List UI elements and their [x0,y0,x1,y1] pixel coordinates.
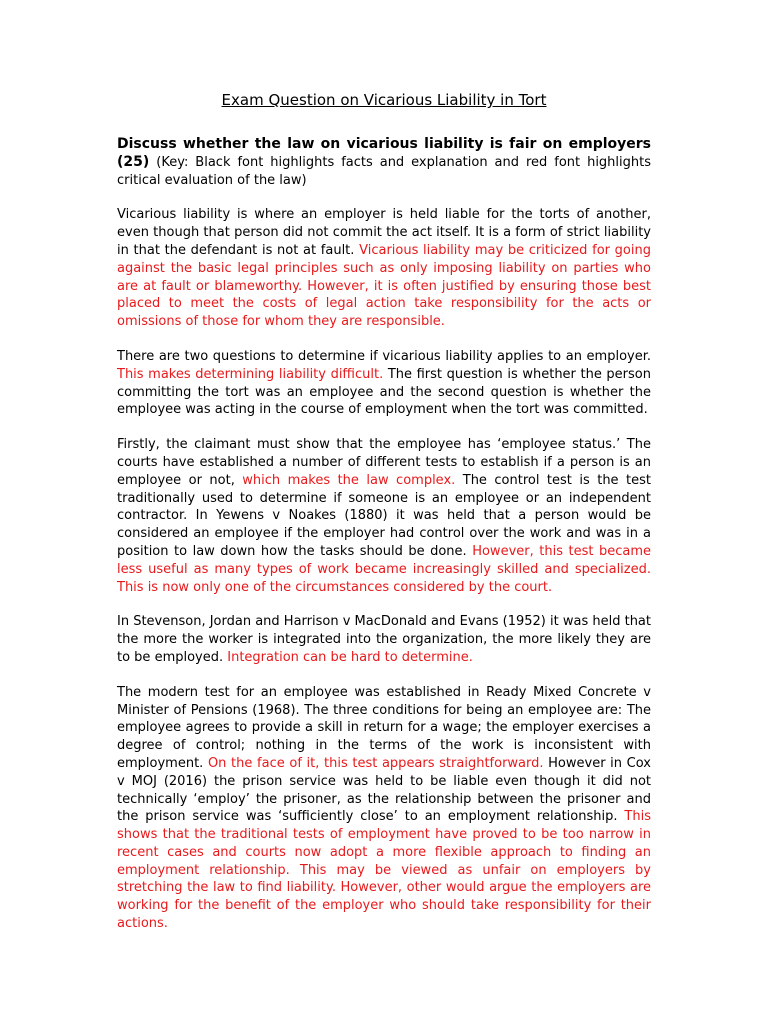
fact-text: The modern test for an employee was established in Ready Mixed Concrete v Minister of Pensions (1968). The three conditions for being an employee are: The employee agrees to provide a skill in return for a wage; the employer exercises a degree of control; nothing in the terms of the work is inconsistent with employment. [117,684,651,771]
fact-text: There are two questions to determine if vicarious liability applies to an employer. [117,348,651,364]
exam-question [117,136,651,189]
fact-text: The first question is whether the person committing the tort was an employee and the second question is whether the employee was acting in the course of employment when the tort was committed. [117,366,651,418]
essay-body [117,206,651,932]
fact-text: The control test is the test traditionally used to determine if someone is an employee or an independent contractor. In Yewens v Noakes (1880) it was held that a person would be considered an employee if the employer had control over the work and was in a position to law down how the tasks should be done. [117,472,651,559]
fact-text: However in Cox v MOJ (2016) the prison service was held to be liable even though it did not technically ‘employ’ the prisoner, as the relationship between the prisoner and the prison service was ‘sufficiently close’ to an employment relationship. [117,755,651,825]
essay-paragraph [117,348,651,419]
question-text: Discuss whether the law on vicarious liability is fair on employers (25) [117,136,651,170]
critical-evaluation-text: This makes determining liability difficult. [117,366,384,382]
colour-key-note: (Key: Black font highlights facts and explanation and red font highlights critical evaluation of the law) [117,154,652,188]
essay-paragraph [117,206,651,331]
essay-paragraph [117,684,651,933]
critical-evaluation-text: Integration can be hard to determine. [227,649,473,665]
fact-text: In Stevenson, Jordan and Harrison v MacDonald and Evans (1952) it was held that the more the worker is integrated into the organization, the more likely they are to be employed. [117,614,651,665]
document-title: Exam Question on Vicarious Liability in Tort [221,91,547,109]
critical-evaluation-text: which makes the law complex. [242,472,456,488]
critical-evaluation-text: This shows that the traditional tests of employment have proved to be too narrow in recent cases and courts now adopt a more flexible approach to finding an employment relationship. This may be viewed as unfair on employers by stretching the law to find liability. However, other would argue the employers are working for the benefit of the employer who should take responsibility for their actions. [117,809,651,932]
critical-evaluation-text: On the face of it, this test appears straightforward. [207,755,544,771]
fact-text: Firstly, the claimant must show that the employee has ‘employee status.’ The courts have established a number of different tests to establish if a person is an employee or not, [117,437,651,488]
essay-paragraph [117,613,651,666]
critical-evaluation-text: Vicarious liability may be criticized for going against the basic legal principles such as only imposing liability on parties who are at fault or blameworthy. However, it is often justified by ensuring those best placed to meet the costs of legal action take responsibility for the acts or omissions of those for whom they are responsible. [117,242,651,330]
fact-text: Vicarious liability is where an employer is held liable for the torts of another, even though that person did not commit the act itself. It is a form of strict liability in that the defendant is not at fault. [117,207,651,258]
essay-paragraph [117,436,651,596]
critical-evaluation-text: However, this test became less useful as many types of work became increasingly skilled and specialized. This is now only one of the circumstances considered by the court. [117,543,651,595]
